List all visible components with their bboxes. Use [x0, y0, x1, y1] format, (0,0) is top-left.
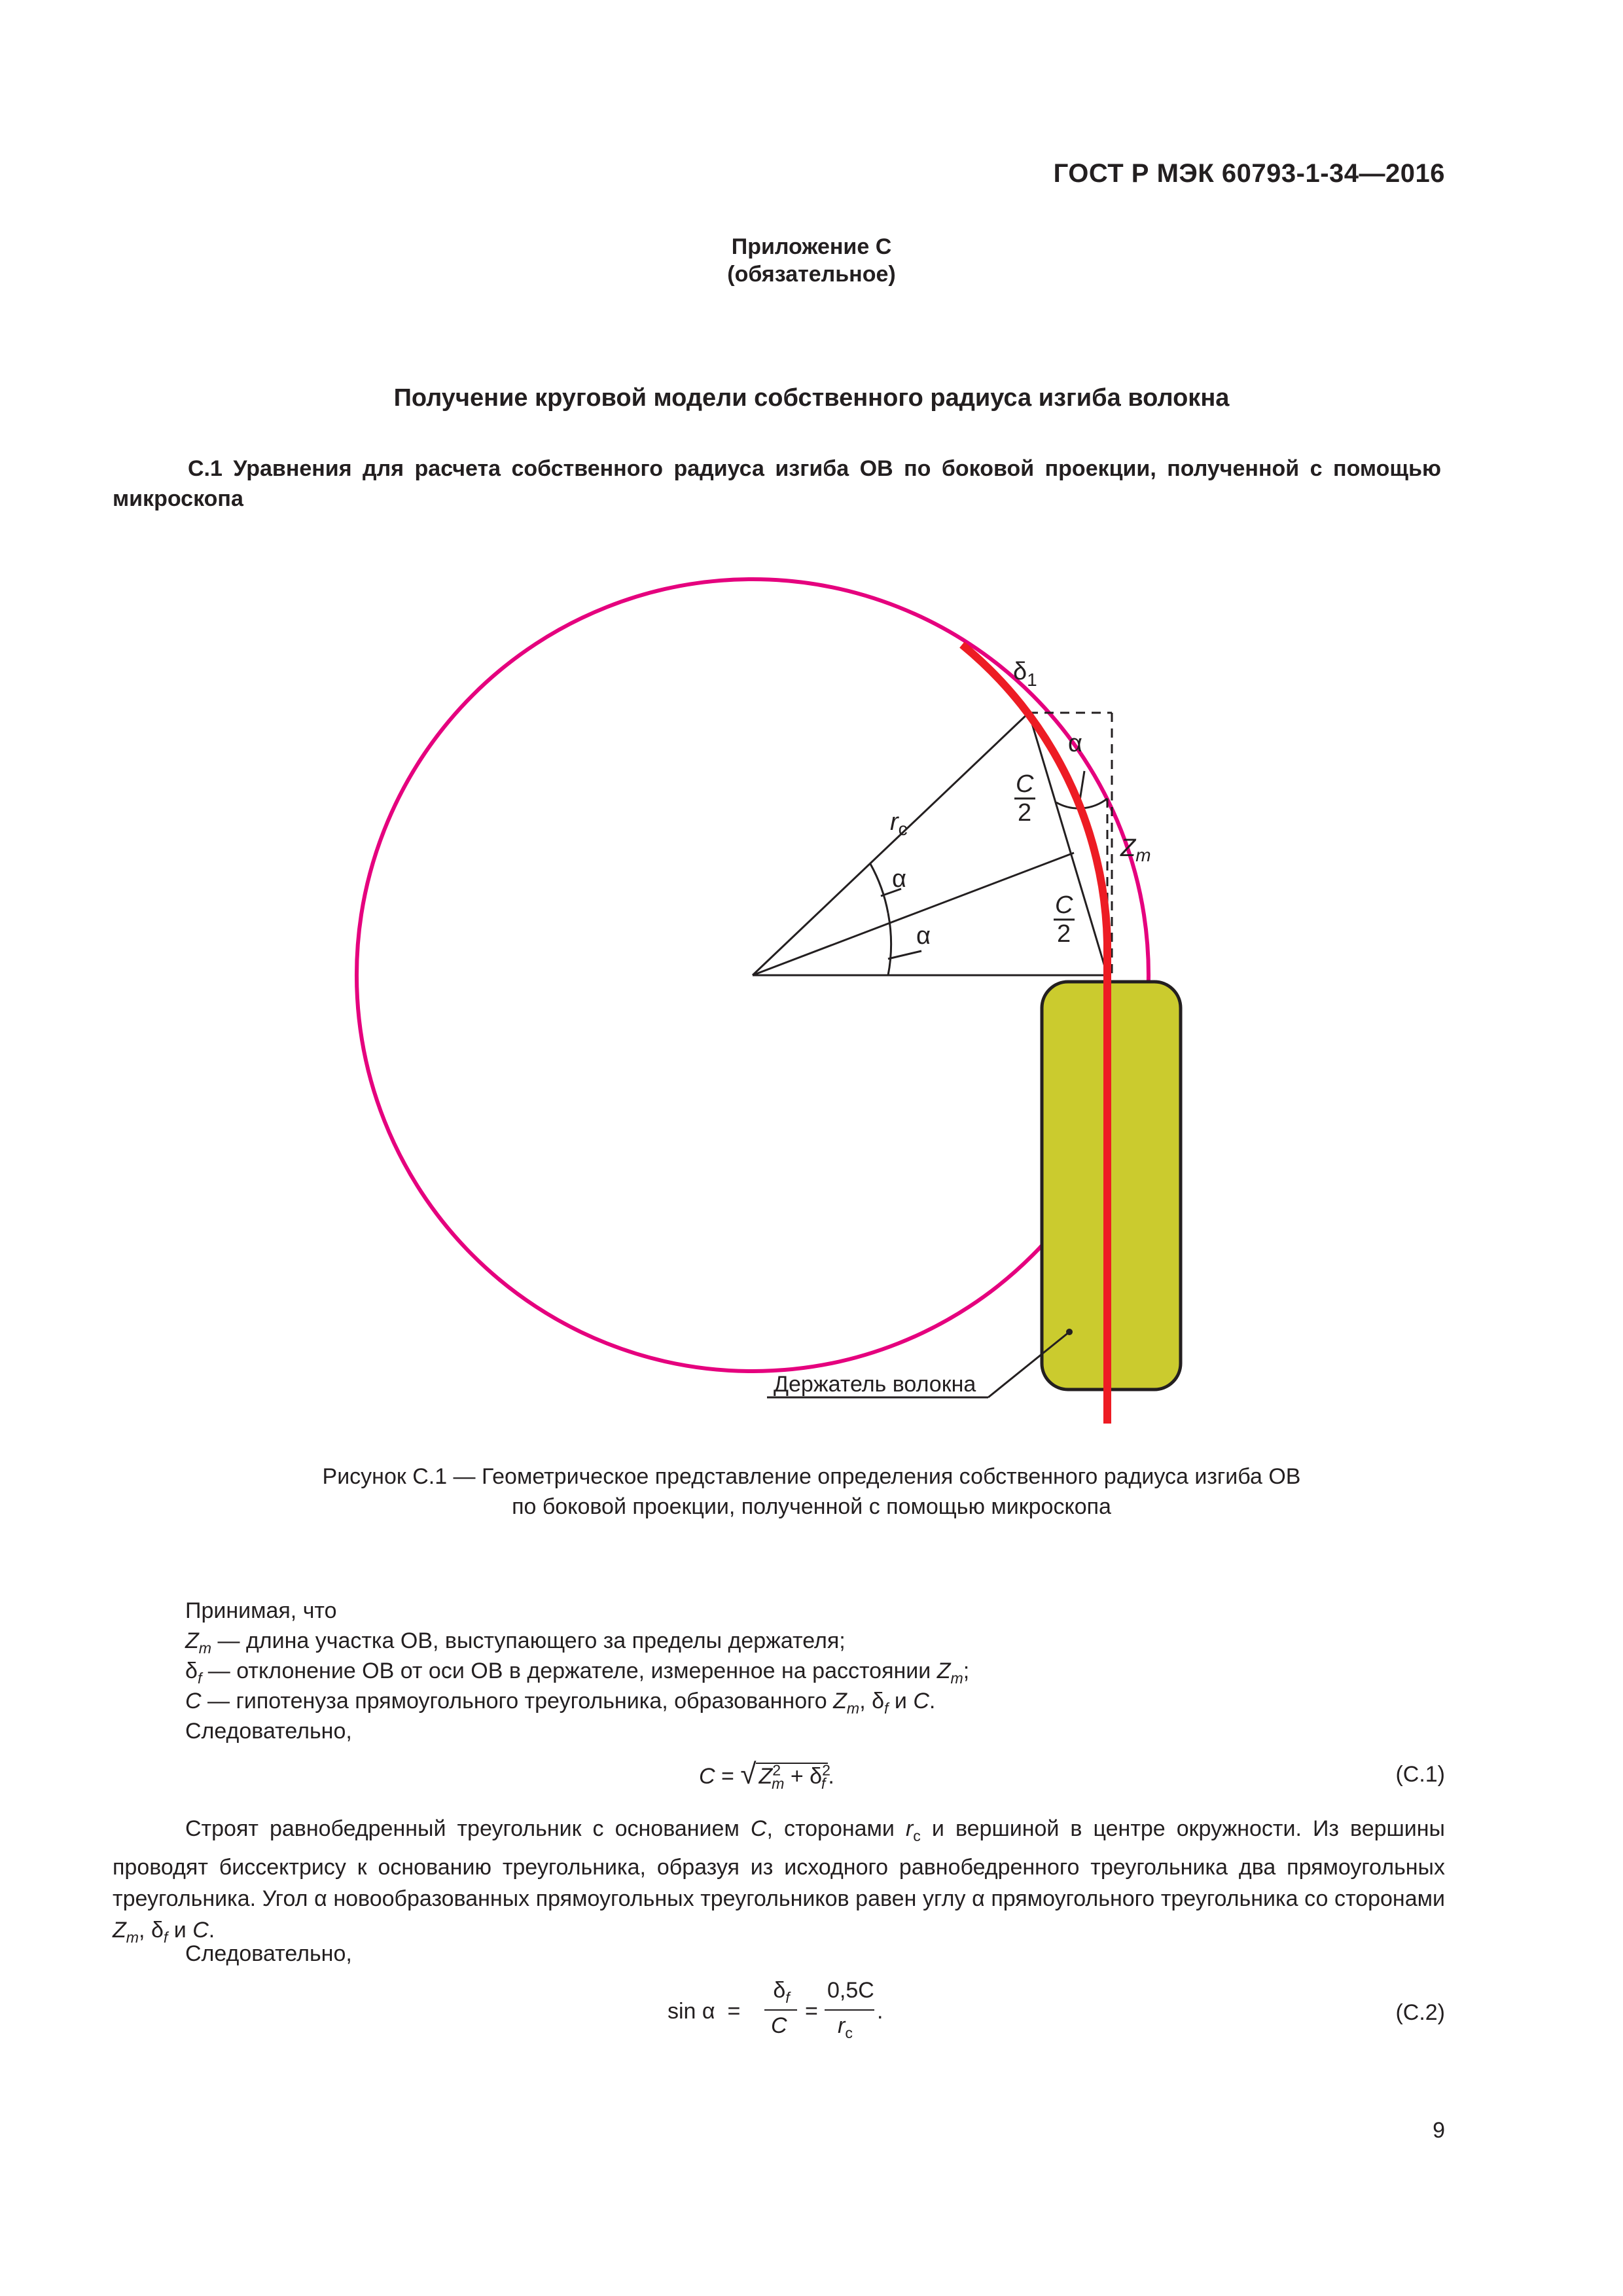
delta1-label: $\delta_1$: [1013, 658, 1037, 690]
intro-line: Принимая, что: [185, 1598, 337, 1623]
page-number: 9: [1433, 2118, 1445, 2143]
annex-title: Приложение С: [731, 234, 892, 259]
figure-caption-line1: Рисунок С.1 — Геометрическое представление определения собственного радиуса изгиба ОВ: [322, 1464, 1301, 1489]
equation-c2-number: (С.2): [1395, 2000, 1445, 2025]
alpha-label-upper: α: [892, 865, 906, 893]
df-definition: $\delta_f$ — отклонение ОВ от оси ОВ в держателе, измеренное на расстоянии $Z_m$;: [185, 1659, 970, 1687]
equation-c2: sin α = $\delta_f$ C = 0,5C $r_c$ .: [668, 1978, 883, 2041]
c-half-lower-num: C: [1055, 891, 1073, 919]
rc-label: $r_c$: [890, 808, 908, 839]
c-half-upper-num: C: [1016, 770, 1034, 798]
therefore-1: Следовательно,: [185, 1719, 352, 1744]
standard-designation: ГОСТ Р МЭК 60793-1-34—2016: [1053, 159, 1445, 188]
alpha-label-lower: α: [916, 922, 931, 950]
alpha-arc-1: [870, 864, 888, 913]
c-half-lower-den: 2: [1057, 920, 1071, 948]
figure-caption: [0, 1462, 1623, 1522]
alpha-label-top: α: [1068, 730, 1082, 757]
section-title: С.1 Уравнения для расчета собственного радиуса изгиба ОВ по боковой проекции, полученной с помощью микроскопа: [113, 456, 1441, 511]
zm-definition: $Z_m$ — длина участка ОВ, выступающего за пределы держателя;: [185, 1628, 846, 1657]
annex-status: (обязательное): [727, 262, 896, 287]
annex-heading: Получение круговой модели собственного радиуса изгиба волокна: [393, 384, 1230, 412]
c-definition: C — гипотенуза прямоугольного треугольника, образованного $Z_m$, $\delta_f$ и C.: [185, 1689, 936, 1717]
equation-c1-number: (С.1): [1395, 1762, 1445, 1787]
holder-label: Держатель волокна: [774, 1372, 976, 1397]
figure-caption-line2: по боковой проекции, полученной с помощью микроскопа: [512, 1494, 1111, 1519]
c-half-upper-den: 2: [1018, 799, 1032, 827]
equation-c1: C = √ $Z^2_m + \delta^2_f$ .: [699, 1758, 834, 1792]
therefore-2: Следовательно,: [185, 1941, 352, 1966]
paragraph-triangle: Строят равнобедренный треугольник с основанием C, сторонами $r_c$ и вершиной в центре окружности. Из вершины проводят биссектрису к основанию треугольника, образуя из исходного равнобедренного треугольника два прямоугольных треугольника. Угол α новообразованных прямоугольных треугольников равен углу α прямоугольного треугольника со сторонами $Z_m$, $\delta_f$ и C.: [113, 1816, 1445, 1946]
bisector-line: [753, 853, 1074, 975]
zm-label: $Z_m$: [1120, 834, 1151, 865]
alpha-leader-2: [888, 951, 921, 959]
